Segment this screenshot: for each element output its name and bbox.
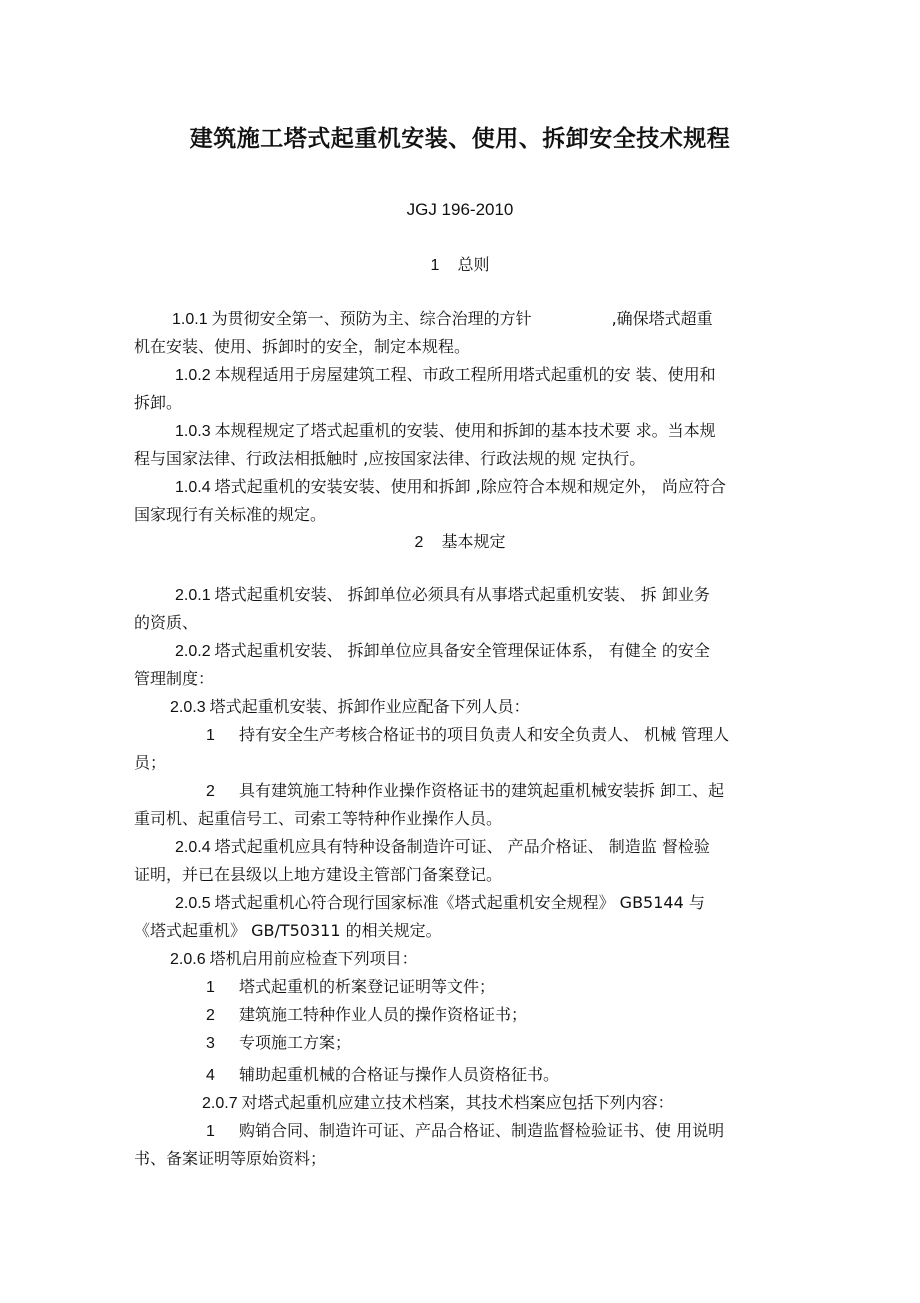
line-text: 塔式起重机安装、拆卸作业应配备下列人员： — [209, 697, 530, 716]
line-text: 持有安全生产考核合格证书的项目负责人和安全负责人、 机械 管理人 — [239, 725, 730, 744]
line-text: 塔式起重机的析案登记证明等文件； — [239, 977, 496, 996]
text-line — [175, 836, 710, 858]
item-number: 1 — [206, 727, 215, 744]
line-text: 程与国家法律、行政法相抵触时 ,应按国家法律、行政法规的规 定执行。 — [134, 449, 646, 468]
clause-number: 2.0.1 — [175, 587, 211, 604]
clause-number: 2.0.7 — [202, 1095, 238, 1112]
clause-number: 1.0.4 — [175, 479, 211, 496]
standard-code: JGJ 196-2010 — [406, 200, 514, 219]
text-line — [175, 476, 726, 498]
text-line — [134, 336, 470, 358]
text-line — [134, 612, 198, 634]
text-line — [206, 1032, 351, 1054]
item-number: 1 — [206, 979, 215, 996]
line-text: 国家现行有关标准的规定。 — [134, 505, 327, 524]
item-number: 2 — [206, 783, 215, 800]
clause-number: 1.0.2 — [175, 367, 211, 384]
line-text: 的资质、 — [134, 613, 199, 632]
item-number: 3 — [206, 1035, 215, 1052]
line-text: 专项施工方案； — [239, 1033, 352, 1052]
text-line — [175, 420, 716, 442]
line-text: 塔机启用前应检查下列项目： — [209, 949, 418, 968]
text-line — [134, 668, 214, 690]
text-line — [172, 308, 713, 330]
line-text: 本规程规定了塔式起重机的安装、使用和拆卸的基本技术要 求。当本规 — [214, 421, 716, 440]
item-number: 2 — [206, 1007, 215, 1024]
line-text: 机在安装、使用、拆卸时的安全，制定本规程。 — [134, 337, 471, 356]
line-text: 为贯彻安全第一、预防为主、综合治理的方针 ,确保塔式超重 — [211, 309, 713, 328]
clause-number: 2.0.4 — [175, 839, 211, 856]
line-text: 重司机、起重信号工、司索工等特种作业操作人员。 — [134, 809, 503, 828]
chapter-title: 总则 — [457, 255, 490, 274]
text-line — [206, 780, 724, 802]
clause-number: 2.0.5 — [175, 895, 211, 912]
line-text: 证明，并已在县级以上地方建设主管部门备案登记。 — [134, 865, 503, 884]
line-text: 辅助起重机械的合格证与操作人员资格征书。 — [239, 1065, 560, 1084]
line-text: 员； — [134, 753, 167, 772]
text-line — [134, 752, 166, 774]
document-title: 建筑施工塔式起重机安装、使用、拆卸安全技术规程 — [189, 126, 731, 152]
text-line — [175, 364, 716, 386]
text-line — [134, 504, 326, 526]
chapter-number: 1 — [430, 257, 440, 274]
line-text: 本规程适用于房屋建筑工程、市政工程所用塔式起重机的安 装、使用和 — [214, 365, 716, 384]
clause-number: 2.0.2 — [175, 643, 211, 660]
line-text: 塔式起重机安装、 拆卸单位必须具有从事塔式起重机安装、 拆 卸业务 — [214, 585, 710, 604]
text-line — [134, 448, 645, 470]
text-line — [206, 1004, 527, 1026]
clause-number: 1.0.3 — [175, 423, 211, 440]
clause-number: 1.0.1 — [172, 311, 208, 328]
text-line — [206, 1064, 559, 1086]
line-text: 塔式起重机安装、 拆卸单位应具备安全管理保证体系， 有健全 的安全 — [214, 641, 710, 660]
text-line — [170, 696, 530, 718]
item-number: 4 — [206, 1067, 215, 1084]
text-line — [170, 948, 418, 970]
text-line — [202, 1092, 674, 1114]
line-text: 建筑施工特种作业人员的操作资格证书； — [239, 1005, 528, 1024]
line-text: 塔式起重机的安装安装、使用和拆卸 ,除应符合本规和规定外， 尚应符合 — [214, 477, 726, 496]
clause-number: 2.0.6 — [170, 951, 206, 968]
text-line — [206, 724, 729, 746]
text-line — [134, 392, 182, 414]
item-number: 1 — [206, 1123, 215, 1140]
line-text: 具有建筑施工特种作业操作资格证书的建筑起重机械安装拆 卸工、起 — [239, 781, 725, 800]
line-text: 塔式起重机心符合现行国家标准《塔式起重机安全规程》 GB5144 与 — [214, 893, 705, 912]
text-line — [134, 920, 442, 942]
text-line — [175, 640, 710, 662]
text-line — [206, 976, 495, 998]
text-line — [134, 1148, 326, 1170]
chapter-title: 基本规定 — [441, 532, 506, 551]
line-text: 塔式起重机应具有特种设备制造许可证、 产品介格证、 制造监 督检验 — [214, 837, 710, 856]
line-text: 拆卸。 — [134, 393, 183, 412]
chapter-1-heading — [0, 252, 920, 275]
line-text: 《塔式起重机》 GB/T50311 的相关规定。 — [134, 921, 442, 940]
clause-number: 2.0.3 — [170, 699, 206, 716]
line-text: 管理制度： — [134, 669, 215, 688]
line-text: 对塔式起重机应建立技术档案，其技术档案应包括下列内容： — [241, 1093, 674, 1112]
text-line — [175, 892, 705, 914]
text-line — [134, 808, 502, 830]
chapter-number: 2 — [414, 534, 424, 551]
text-line — [134, 864, 502, 886]
line-text: 购销合同、制造许可证、产品合格证、制造监督检验证书、使 用说明 — [239, 1121, 725, 1140]
text-line — [206, 1120, 724, 1142]
line-text: 书、备案证明等原始资料； — [134, 1149, 327, 1168]
text-line — [175, 584, 710, 606]
chapter-2-heading — [0, 529, 920, 552]
